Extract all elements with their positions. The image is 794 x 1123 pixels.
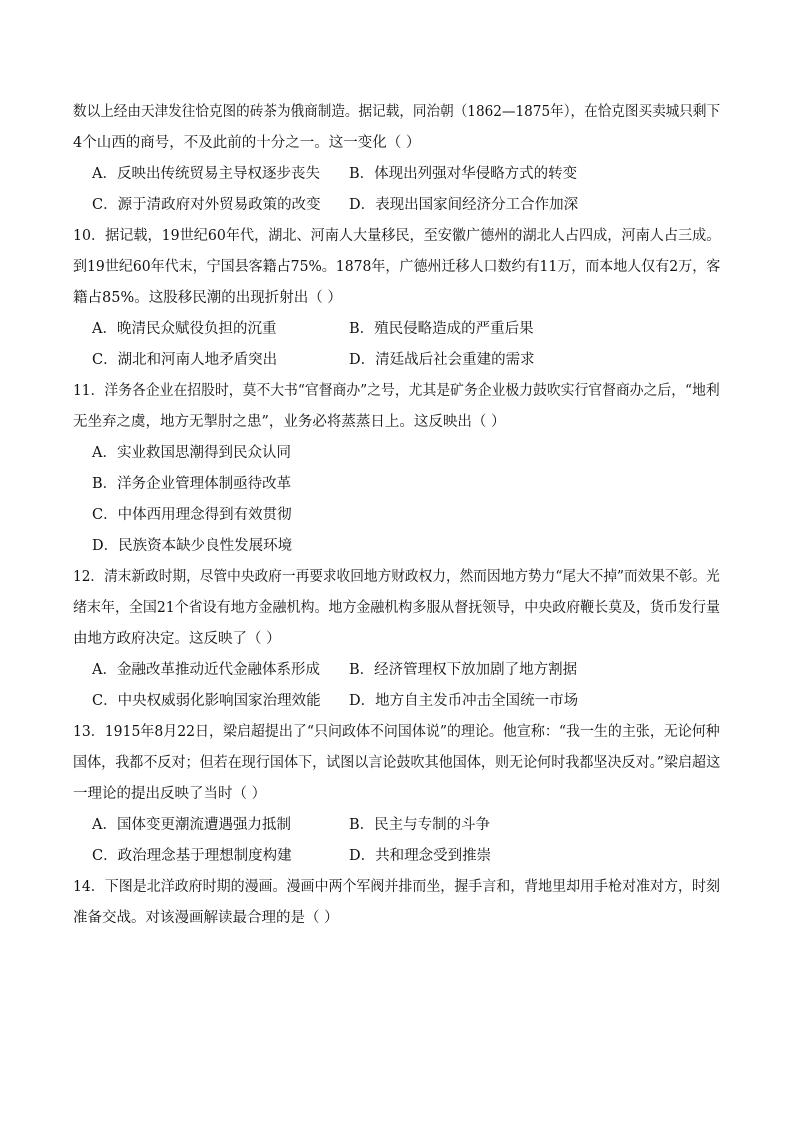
question-14-line: 14．下图是北洋政府时期的漫画。漫画中两个军阀并排而坐，握手言和，背地里却用手枪对准对方，时刻 xyxy=(73,879,720,895)
option-d: D．清廷战后社会重建的需求 xyxy=(349,352,535,368)
question-text-line: 4个山西的商号，不及此前的十分之一。这一变化（ ） xyxy=(73,135,421,151)
question-13-line: 一理论的提出反映了当时（ ） xyxy=(73,786,267,802)
question-13-line: 国体，我都不反对；但若在现行国体下，试图以言论鼓吹其他国体，则无论何时我都坚决反对。”梁启超这 xyxy=(73,755,721,771)
option-c: C．湖北和河南人地矛盾突出 xyxy=(92,352,278,368)
option-a: A．实业救国思潮得到民众认同 xyxy=(92,445,291,461)
option-a: A．金融改革推动近代金融体系形成 xyxy=(92,662,320,678)
option-d: D．共和理念受到推崇 xyxy=(349,848,492,864)
option-b: B．洋务企业管理体制亟待改革 xyxy=(92,476,292,492)
option-a: A．晚清民众赋役负担的沉重 xyxy=(92,321,277,337)
option-c: C．中体西用理念得到有效贯彻 xyxy=(92,507,292,523)
question-10-line: 籍占85%。这股移民潮的出现折射出（ ） xyxy=(73,290,342,306)
option-a: A．国体变更潮流遭遇强力抵制 xyxy=(92,817,291,833)
question-11-line: 无坐弃之虞，地方无掣肘之患”，业务必将蒸蒸日上。这反映出（ ） xyxy=(73,414,506,430)
option-c: C．政治理念基于理想制度构建 xyxy=(92,848,292,864)
option-d: D．民族资本缺少良性发展环境 xyxy=(92,538,293,554)
question-13-line: 13．1915年8月22日，梁启超提出了“只问政体不问国体说”的理论。他宣称：“我一生的主张，无论何种 xyxy=(73,724,720,740)
option-d: D．表现出国家间经济分工合作加深 xyxy=(349,197,579,213)
question-10-line: 10．据记载，19世纪60年代，湖北、河南人大量移民，至安徽广德州的湖北人占四成，河南人占三成。 xyxy=(73,228,721,244)
option-b: B．民主与专制的斗争 xyxy=(349,817,491,833)
option-b: B．殖民侵略造成的严重后果 xyxy=(349,321,534,337)
question-14-line: 准备交战。对该漫画解读最合理的是（ ） xyxy=(73,910,339,926)
option-d: D．地方自主发币冲击全国统一市场 xyxy=(349,693,579,709)
question-12-line: 12．清末新政时期，尽管中央政府一再要求收回地方财政权力，然而因地方势力“尾大不掉”而效果不彰。光 xyxy=(73,569,720,585)
question-10-line: 到19世纪60年代末，宁国县客籍占75%。1878年，广德州迁移人口数约有11万，而本地人仅有2万，客 xyxy=(73,259,721,275)
option-b: B．经济管理权下放加剧了地方割据 xyxy=(349,662,578,678)
question-12-line: 由地方政府决定。这反映了（ ） xyxy=(73,631,281,647)
option-c: C．中央权威弱化影响国家治理效能 xyxy=(92,693,321,709)
option-c: C．源于清政府对外贸易政策的改变 xyxy=(92,197,321,213)
option-b: B．体现出列强对华侵略方式的转变 xyxy=(349,166,578,182)
question-12-line: 绪末年，全国21个省设有地方金融机构。地方金融机构多服从督抚领导，中央政府鞭长莫及，货币发行量 xyxy=(73,600,720,616)
question-11-line: 11．洋务各企业在招股时，莫不大书“官督商办”之号，尤其是矿务企业极力鼓吹实行官督商办之后，“地利 xyxy=(73,383,720,399)
option-a: A．反映出传统贸易主导权逐步丧失 xyxy=(92,166,320,182)
question-text-line: 数以上经由天津发往恰克图的砖茶为俄商制造。据记载，同治朝（1862—1875年），在恰克图买卖城只剩下 xyxy=(73,104,721,120)
